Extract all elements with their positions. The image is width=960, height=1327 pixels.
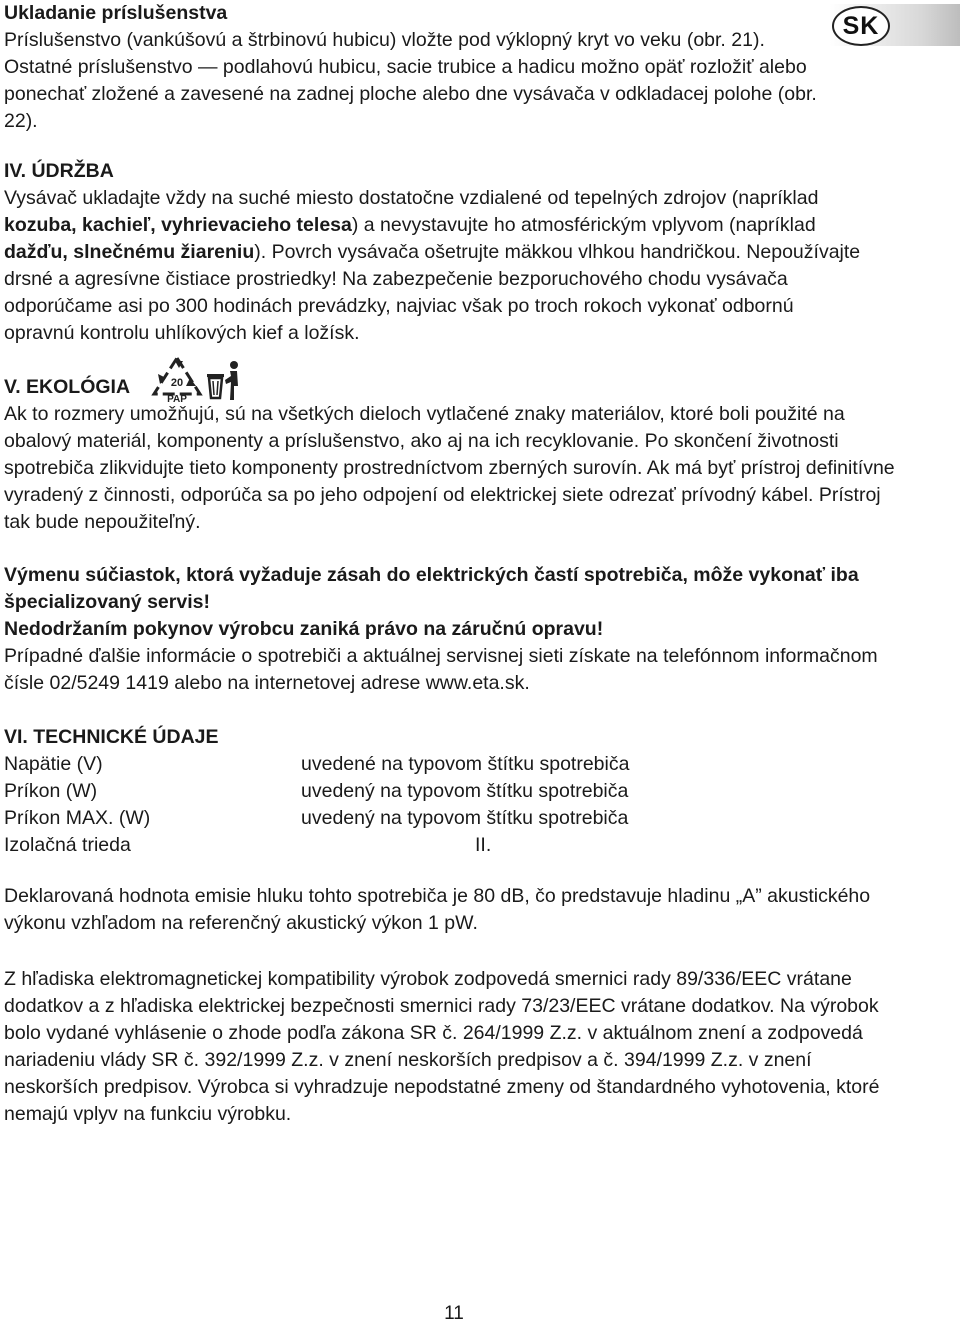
maintenance-bold-2: dažďu, slnečnému žiareniu	[4, 241, 255, 263]
spec-value: uvedený na typovom štítku spotrebiča	[301, 807, 629, 829]
storage-text: Príslušenstvo (vankúšovú a štrbinovú hubicu) vložte pod výklopný kryt vo veku (obr. 21). Ostatné príslušenstvo — podlahovú hubicu, sacie trubice a hadicu možno opäť rozložiť alebo ponechať zložené a zavesené na zadnej ploche alebo dne vysávača v odkladacej polohe (obr. 22).	[4, 29, 817, 132]
spec-row	[4, 778, 904, 805]
page-number: 11	[444, 1303, 464, 1324]
warranty-warning: Nedodržaním pokynov výrobcu zaniká právo na záručnú opravu!	[4, 618, 604, 640]
spec-row	[4, 832, 904, 859]
ecology-text: Ak to rozmery umožňujú, sú na všetkých dieloch vytlačené znaky materiálov, ktoré boli použité na obalový materiál, komponenty a príslušenstvo, ako aj na ich recyklovanie. Po skončení životnosti spotrebiča zlikvidujte tieto komponenty prostredníctvom zberných surovín. Ak má byť prístroj definitívne vyradený z činnosti, odporúča sa po jeho odpojení od elektrickej siete odrezať prívodný kábel. Prístroj tak bude nepoužiteľný.	[4, 403, 895, 533]
section-ecology	[4, 374, 904, 536]
tech-title: VI. TECHNICKÉ ÚDAJE	[4, 726, 219, 748]
section-tech-data	[4, 724, 904, 859]
noise-text: Deklarovaná hodnota emisie hluku tohto spotrebiča je 80 dB, čo predstavuje hladinu „A” akustického výkonu vzhľadom na referenčný akustický výkon 1 pW.	[4, 885, 871, 934]
storage-title: Ukladanie príslušenstva	[4, 2, 228, 24]
ecology-title: V. EKOLÓGIA	[4, 376, 131, 398]
maintenance-text-3: ). Povrch vysávača ošetrujte mäkkou vlhkou handričkou. Nepoužívajte drsné a agresívne čistiace prostriedky! Na zabezpečenie bezporuchového chodu vysávača odporúčame asi po 300 hodinách prevádzky, najviac však po troch rokoch vykonať odbornú opravnú kontrolu uhlíkových kief a ložísk.	[4, 241, 861, 344]
language-badge	[830, 4, 960, 46]
spec-row	[4, 805, 904, 832]
spec-value: uvedený na typovom štítku spotrebiča	[301, 780, 629, 802]
section-noise	[4, 883, 904, 937]
maintenance-text-2: ) a nevystavujte ho atmosférickým vplyvom (napríklad	[351, 214, 816, 236]
spec-label: Napätie (V)	[4, 753, 103, 775]
spec-value: II.	[475, 834, 492, 856]
section-service	[4, 562, 904, 697]
section-compliance	[4, 966, 904, 1128]
language-code: SK	[832, 6, 890, 46]
maintenance-text	[4, 185, 864, 347]
service-warning: Výmenu súčiastok, ktorá vyžaduje zásah do elektrických častí spotrebiča, môže vykonať iba špecializovaný servis!	[4, 564, 859, 613]
spec-row	[4, 751, 904, 778]
spec-value: uvedené na typovom štítku spotrebiča	[301, 753, 630, 775]
spec-label: Izolačná trieda	[4, 834, 131, 856]
section-storage	[4, 0, 834, 135]
service-info: Prípadné ďalšie informácie o spotrebiči a aktuálnej servisnej sieti získate na telefónnom informačnom čísle 02/5249 1419 alebo na internetovej adrese www.eta.sk.	[4, 645, 878, 694]
recycle-code: PAP	[167, 393, 187, 402]
maintenance-bold-1: kozuba, kachieľ, vyhrievacieho telesa	[4, 214, 352, 236]
recycle-number: 20	[170, 376, 184, 389]
compliance-text: Z hľadiska elektromagnetickej kompatibility výrobok zodpovedá smernici rady 89/336/EEC vrátane dodatkov a z hľadiska elektrickej bezpečnosti smernici rady 73/23/EEC vrátane dodatkov. Na výrobok bolo vydané vyhlásenie o zhode podľa zákona SR č. 264/1999 Z.z. v aktuálnom znení a zodpovedá nariadeniu vlády SR č. 392/1999 Z.z. v znení neskorších predpisov a č. 394/1999 Z.z. v znení neskorších predpisov. Výrobca si vyhradzuje nepodstatné zmeny od štandardného vyhotovenia, ktoré nemajú vplyv na funkciu výrobku.	[4, 968, 880, 1125]
maintenance-text-1: Vysávač ukladajte vždy na suché miesto dostatočne vzdialené od tepelných zdrojov (napríklad	[4, 187, 819, 209]
spec-label: Príkon (W)	[4, 780, 98, 802]
recycle-icon	[150, 356, 204, 402]
maintenance-title: IV. ÚDRŽBA	[4, 160, 114, 182]
spec-label: Príkon MAX. (W)	[4, 807, 151, 829]
trash-bin-icon	[204, 360, 242, 402]
section-maintenance	[4, 158, 864, 347]
